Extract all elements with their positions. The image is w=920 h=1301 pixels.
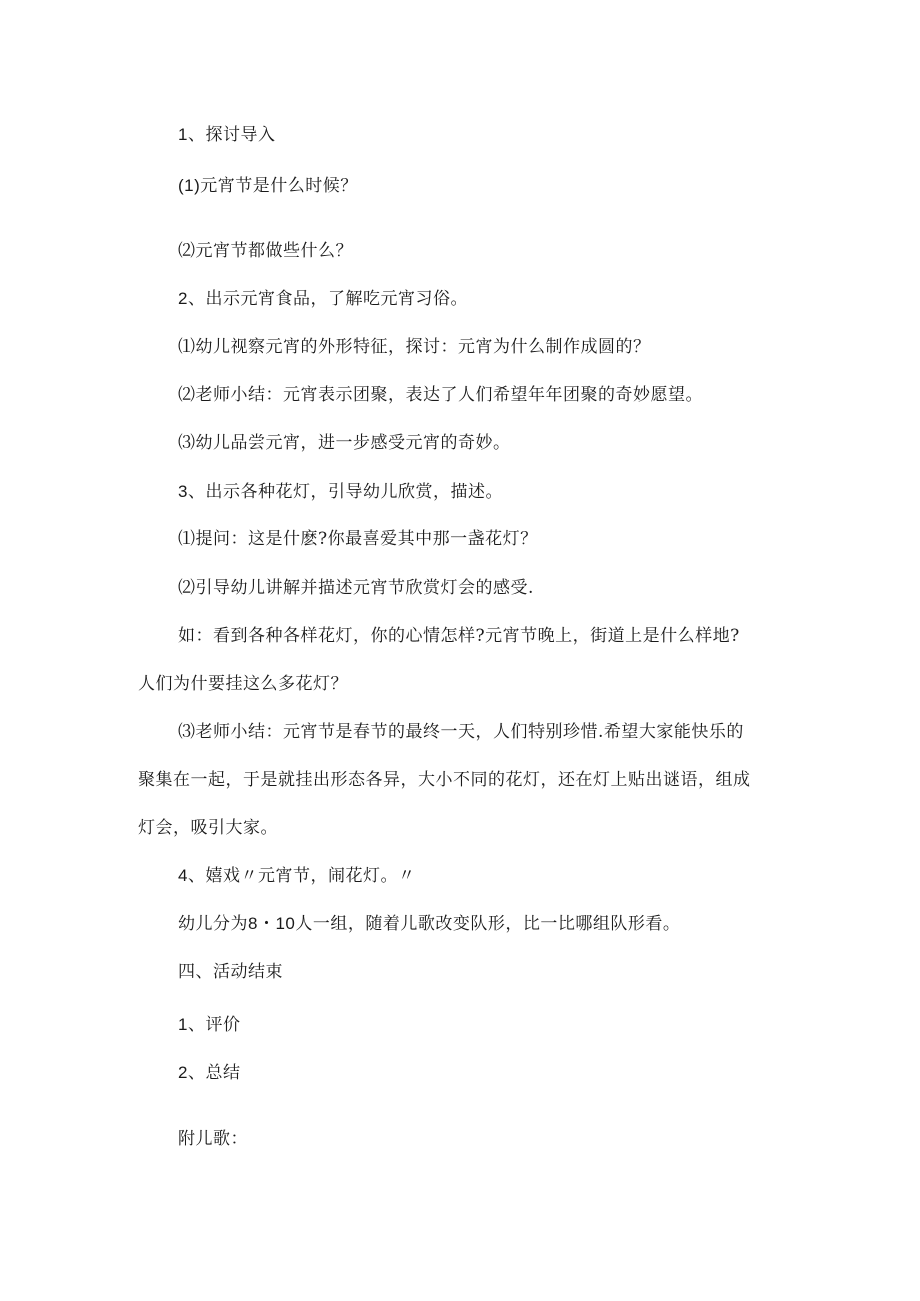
item-text: ⑶老师小结：元宵节是春节的最终一天，人们特别珍惜.希望大家能快乐的	[178, 722, 744, 742]
item-text: ⑶幼儿品尝元宵，进一步感受元宵的奇妙。	[178, 433, 511, 453]
item-text: 附儿歌：	[178, 1129, 248, 1149]
item-text: 人们为什要挂这么多花灯？	[138, 674, 348, 694]
item-text: ⑴提问：这是什麽?你最喜爱其中那一盏花灯？	[178, 529, 538, 549]
item-text: 灯会，吸引大家。	[138, 818, 278, 838]
paragraph-summary-line-1	[178, 721, 744, 743]
item-prefix: 幼儿分为	[178, 914, 248, 934]
group-size-number: 8・10	[248, 914, 296, 933]
paragraph-3-2	[178, 577, 534, 599]
section-heading-activity-end	[178, 961, 283, 983]
item-text: 、总结	[187, 1063, 241, 1083]
item-text: 人一组，随着儿歌改变队形，比一比哪组队形看。	[295, 914, 681, 934]
section-heading-4	[178, 865, 415, 887]
item-text: 元宵节是什么时候？	[200, 176, 358, 196]
item-text: ⑴幼儿视察元宵的外形特征，探讨：元宵为什么制作成圆的？	[178, 337, 651, 357]
item-number: 1	[178, 1015, 188, 1034]
paragraph-example-line-1	[178, 625, 740, 647]
heading-text: 、出示元宵食品，了解吃元宵习俗。	[187, 289, 468, 309]
paragraph-3-1	[178, 528, 538, 550]
heading-number: 3	[178, 482, 188, 501]
paragraph-summary-line-3	[138, 817, 278, 839]
heading-text: 四、活动结束	[178, 962, 283, 982]
question-1	[178, 175, 358, 197]
item-number: (1)	[178, 176, 201, 195]
heading-number: 2	[178, 289, 188, 308]
list-item-evaluation	[178, 1014, 240, 1036]
appendix-nursery-rhyme-heading	[178, 1128, 248, 1150]
paragraph-4-1	[178, 913, 680, 935]
section-heading-2	[178, 288, 468, 310]
paragraph-2-2	[178, 384, 703, 406]
item-number: 2	[178, 1063, 188, 1082]
heading-text: 、嬉戏〃元宵节，闹花灯。〃	[187, 866, 416, 886]
item-text: 聚集在一起，于是就挂出形态各异，大小不同的花灯，还在灯上贴出谜语，组成	[138, 770, 751, 790]
heading-number: 1	[178, 125, 188, 144]
section-heading-1	[178, 124, 275, 146]
heading-number: 4	[178, 866, 188, 885]
question-2	[178, 240, 353, 262]
paragraph-2-3	[178, 432, 511, 454]
item-text: ⑵引导幼儿讲解并描述元宵节欣赏灯会的感受.	[178, 578, 534, 598]
item-text: ⑵元宵节都做些什么？	[178, 241, 353, 261]
paragraph-example-line-2	[138, 673, 348, 695]
list-item-summary	[178, 1062, 240, 1084]
paragraph-summary-line-2	[138, 769, 751, 791]
heading-text: 、探讨导入	[187, 125, 276, 145]
heading-text: 、出示各种花灯，引导幼儿欣赏，描述。	[187, 482, 503, 502]
item-text: 如：看到各种各样花灯，你的心情怎样?元宵节晚上，街道上是什么样地?	[178, 626, 740, 646]
item-text: ⑵老师小结：元宵表示团聚，表达了人们希望年年团聚的奇妙愿望。	[178, 385, 703, 405]
paragraph-2-1	[178, 336, 651, 358]
item-text: 、评价	[187, 1015, 241, 1035]
section-heading-3	[178, 481, 503, 503]
